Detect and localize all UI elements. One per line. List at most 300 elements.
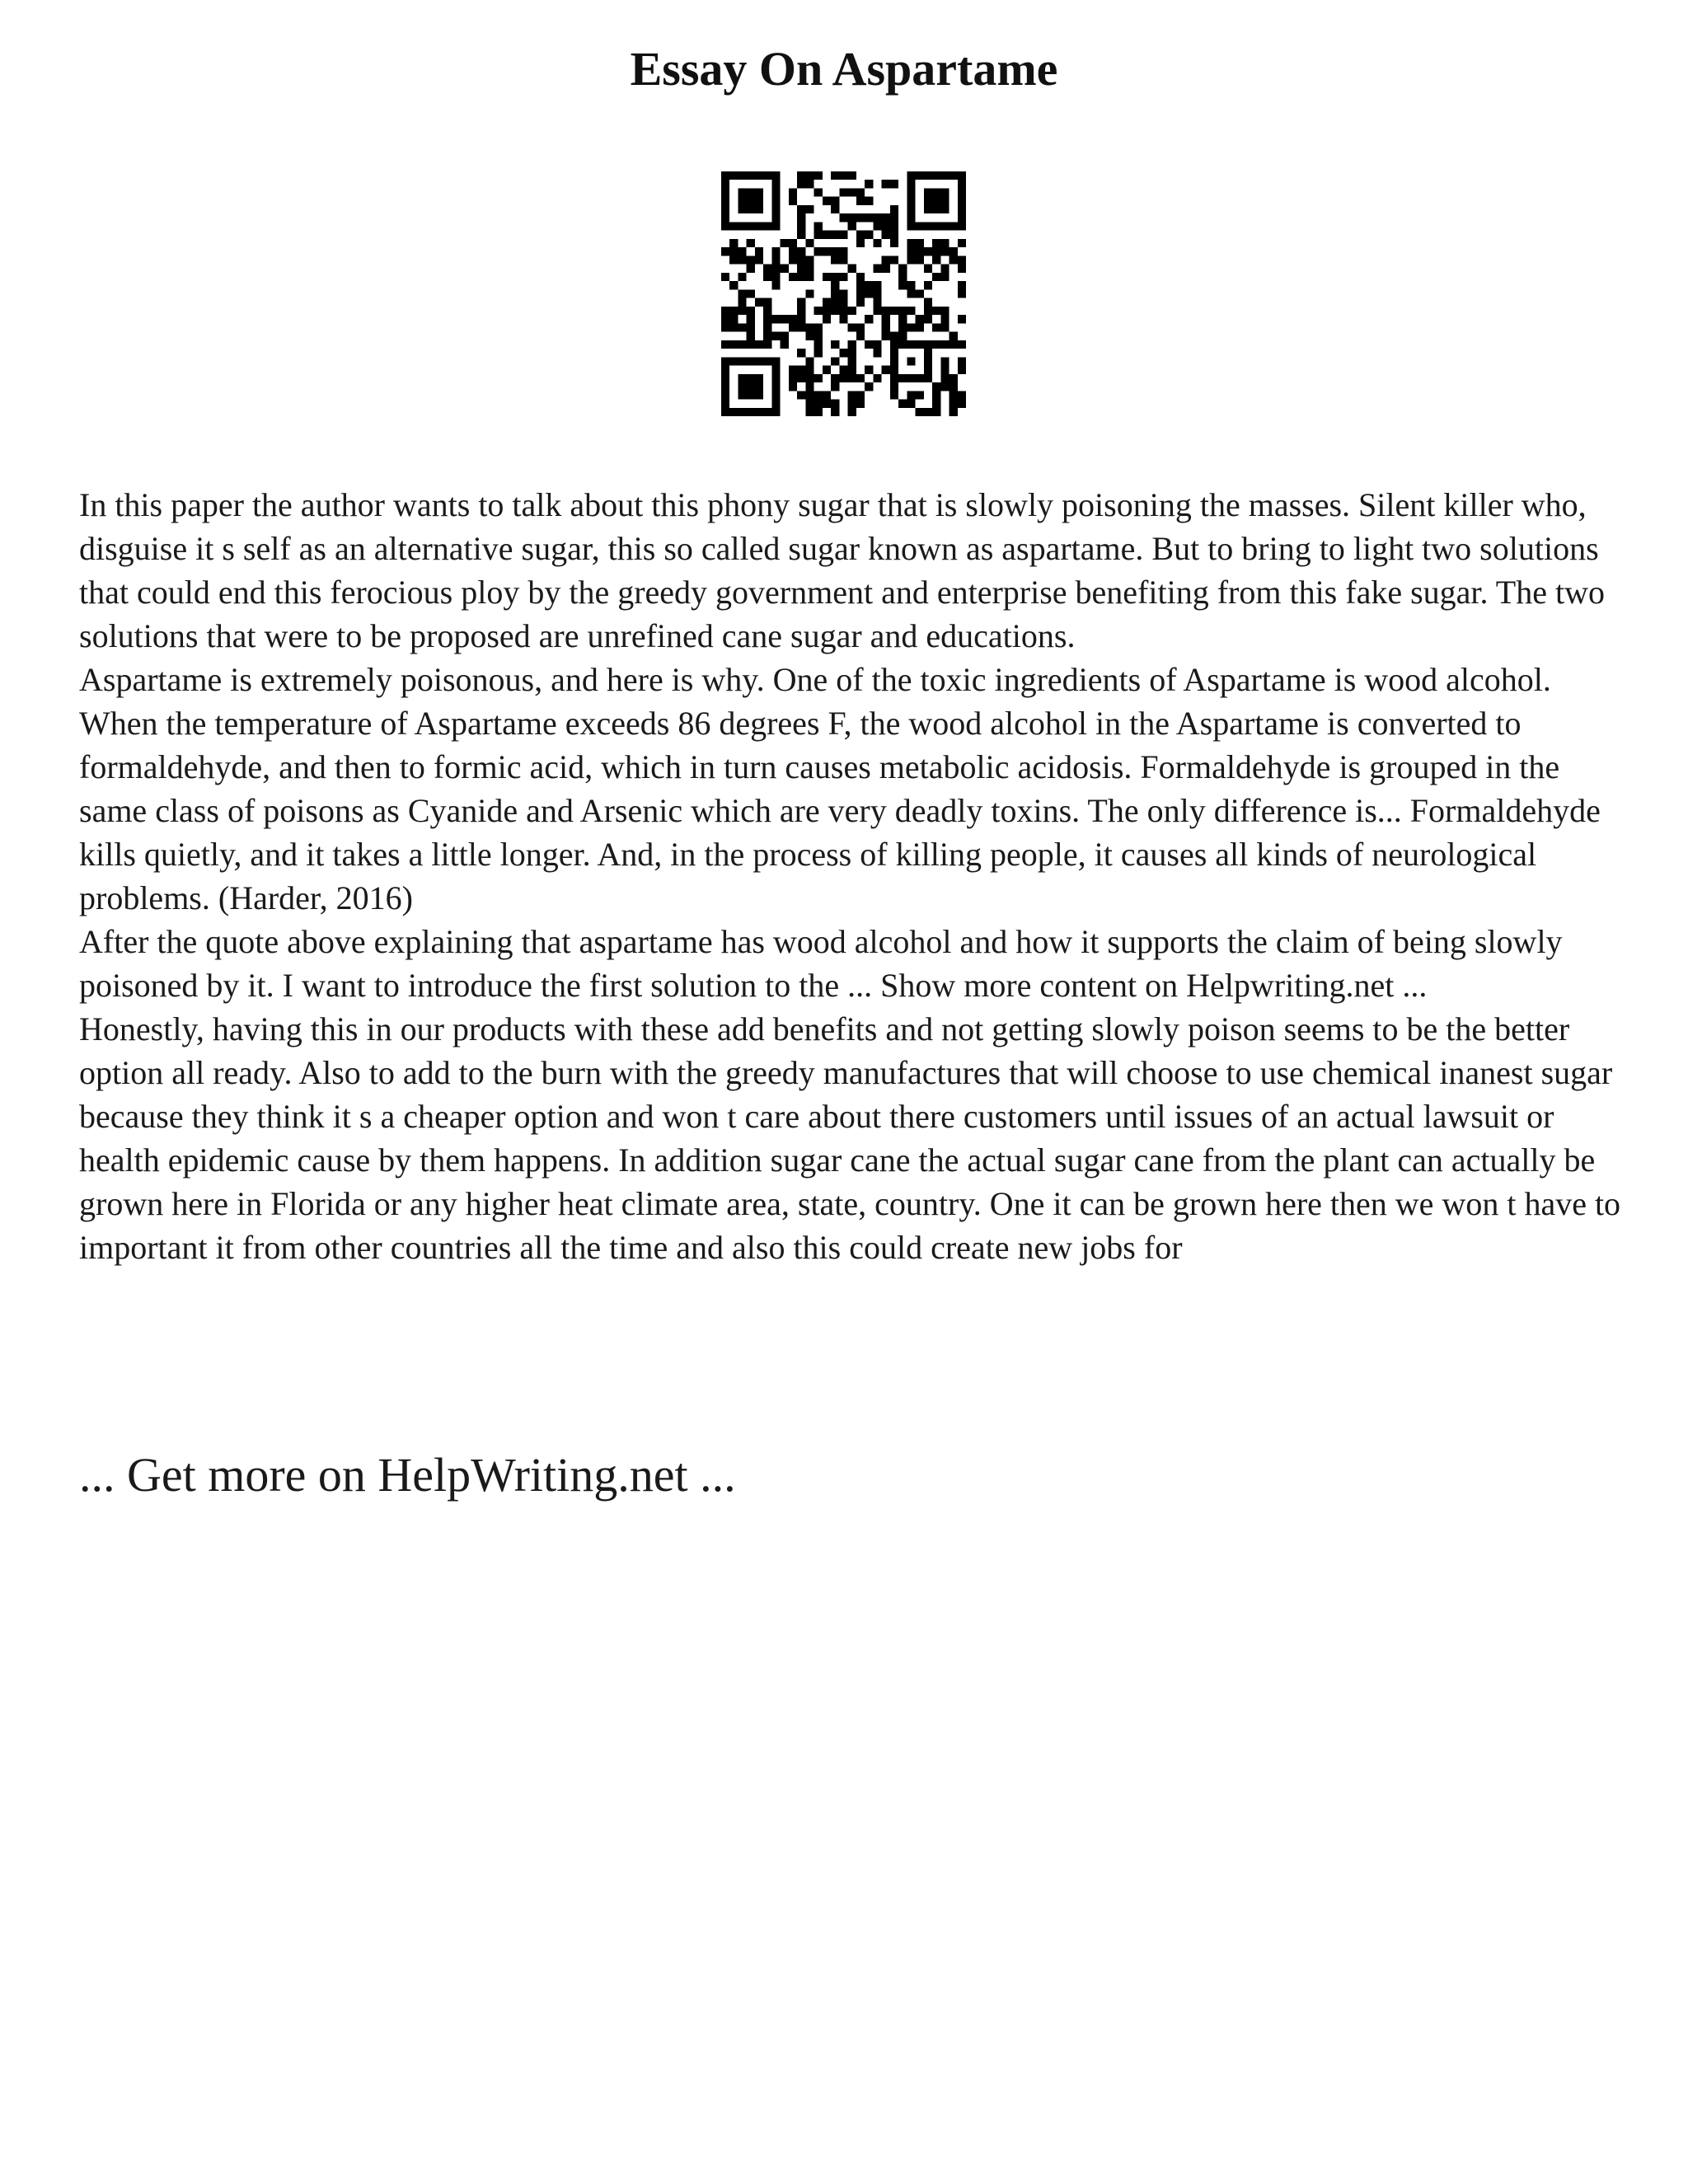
qr-module xyxy=(823,366,831,374)
qr-module xyxy=(856,332,865,340)
qr-module xyxy=(831,340,839,349)
qr-module xyxy=(950,171,958,180)
qr-module xyxy=(924,315,932,323)
qr-module xyxy=(771,357,780,365)
qr-module xyxy=(738,273,746,281)
qr-module xyxy=(755,382,763,391)
qr-module xyxy=(958,255,966,264)
qr-module xyxy=(916,171,924,180)
qr-module xyxy=(882,255,890,264)
essay-paragraph: Aspartame is extremely poisonous, and here is why. One of the toxic ingredients of Aspartame is wood alcohol. When the temperature of Aspartame exceeds 86 degrees F, the wood alcohol in the Aspartame is converted to formaldehyde, and then to formic acid, which in turn causes metabolic acidosis. Formaldehyde is grouped in the same class of poisons as Cyanide and Arsenic which are very deadly toxins. The only difference is... Formaldehyde kills quietly, and it takes a little longer. And, in the process of killing people, it causes all kinds of neurological problems. (Harder, 2016) xyxy=(79,661,1601,916)
qr-module xyxy=(814,222,823,230)
qr-module xyxy=(916,289,924,298)
page-title: Essay On Aspartame xyxy=(630,42,1058,96)
qr-module xyxy=(814,349,823,357)
qr-module xyxy=(738,298,746,307)
qr-module xyxy=(831,289,839,298)
qr-module xyxy=(958,205,966,213)
qr-module xyxy=(755,374,763,382)
qr-module xyxy=(771,222,780,230)
qr-module xyxy=(738,307,746,315)
qr-module xyxy=(856,374,865,382)
qr-module xyxy=(924,247,932,255)
qr-module xyxy=(882,231,890,239)
qr-module xyxy=(890,213,898,222)
qr-module xyxy=(882,180,890,188)
qr-module xyxy=(873,298,881,307)
qr-module xyxy=(771,171,780,180)
qr-module xyxy=(907,205,915,213)
essay-paragraph: In this paper the author wants to talk about this phony sugar that is slowly poisoning the masses. Silent killer who, disguise it s self as an alternative sugar, this so called sugar known as aspartame. But to bring to light two solutions that could end this ferocious ploy by the greedy government and enterprise benefiting from this fake sugar. The two solutions that were to be proposed are unrefined cane sugar and educations. xyxy=(79,486,1605,654)
qr-module xyxy=(890,357,898,365)
qr-module xyxy=(771,180,780,188)
qr-module xyxy=(924,281,932,289)
qr-module xyxy=(958,197,966,205)
qr-code-icon xyxy=(721,171,966,416)
qr-module xyxy=(823,307,831,315)
qr-module xyxy=(831,374,839,382)
qr-module xyxy=(856,323,865,331)
qr-module xyxy=(848,374,856,382)
qr-module xyxy=(831,400,839,408)
qr-module xyxy=(738,188,746,196)
qr-module xyxy=(771,408,780,416)
qr-module xyxy=(738,323,746,331)
qr-module xyxy=(907,289,915,298)
qr-module xyxy=(890,382,898,391)
qr-module xyxy=(898,400,907,408)
qr-module xyxy=(747,382,755,391)
qr-module xyxy=(738,255,746,264)
qr-module xyxy=(721,340,729,349)
qr-module xyxy=(848,391,856,399)
qr-module xyxy=(924,340,932,349)
qr-module xyxy=(805,374,814,382)
qr-module xyxy=(932,408,940,416)
qr-module xyxy=(916,247,924,255)
qr-module xyxy=(831,382,839,391)
qr-module xyxy=(771,265,780,273)
qr-module xyxy=(781,332,789,340)
qr-module xyxy=(958,222,966,230)
qr-module xyxy=(755,340,763,349)
qr-module xyxy=(932,340,940,349)
qr-module xyxy=(797,171,805,180)
qr-module xyxy=(789,273,797,281)
qr-module xyxy=(797,315,805,323)
qr-module xyxy=(873,349,881,357)
qr-module xyxy=(721,213,729,222)
qr-module xyxy=(831,231,839,239)
qr-module xyxy=(729,357,738,365)
qr-module xyxy=(950,332,958,340)
qr-module xyxy=(890,374,898,382)
qr-module xyxy=(856,213,865,222)
qr-module xyxy=(932,400,940,408)
qr-module xyxy=(898,265,907,273)
qr-module xyxy=(721,315,729,323)
qr-module xyxy=(797,247,805,255)
qr-module xyxy=(898,332,907,340)
qr-module xyxy=(771,205,780,213)
qr-module xyxy=(907,188,915,196)
qr-module xyxy=(958,357,966,365)
qr-module xyxy=(848,323,856,331)
qr-module xyxy=(789,366,797,374)
qr-code-image xyxy=(721,171,966,416)
qr-module xyxy=(958,340,966,349)
qr-module xyxy=(940,357,949,365)
qr-module xyxy=(848,349,856,357)
qr-module xyxy=(839,188,847,196)
qr-module xyxy=(738,289,746,298)
qr-module xyxy=(831,307,839,315)
qr-module xyxy=(856,400,865,408)
qr-module xyxy=(747,289,755,298)
qr-module xyxy=(805,255,814,264)
qr-module xyxy=(763,298,771,307)
qr-module xyxy=(771,197,780,205)
qr-module xyxy=(907,171,915,180)
qr-module xyxy=(755,391,763,399)
qr-module xyxy=(729,340,738,349)
qr-module xyxy=(747,323,755,331)
qr-module xyxy=(831,247,839,255)
qr-module xyxy=(873,222,881,230)
get-more-link[interactable]: ... Get more on HelpWriting.net ... xyxy=(79,1448,736,1502)
qr-module xyxy=(789,239,797,247)
qr-module xyxy=(924,357,932,365)
qr-module xyxy=(924,197,932,205)
qr-module xyxy=(814,323,823,331)
qr-module xyxy=(755,222,763,230)
qr-module xyxy=(831,357,839,365)
qr-module xyxy=(907,180,915,188)
qr-module xyxy=(831,197,839,205)
qr-module xyxy=(763,332,771,340)
qr-module xyxy=(797,374,805,382)
qr-module xyxy=(856,391,865,399)
qr-module xyxy=(738,171,746,180)
qr-module xyxy=(738,197,746,205)
qr-module xyxy=(738,374,746,382)
qr-module xyxy=(721,197,729,205)
qr-module xyxy=(856,298,865,307)
qr-module xyxy=(763,307,771,315)
qr-module xyxy=(839,289,847,298)
qr-module xyxy=(755,357,763,365)
qr-module xyxy=(789,247,797,255)
qr-module xyxy=(721,222,729,230)
qr-module xyxy=(873,374,881,382)
qr-module xyxy=(823,231,831,239)
qr-module xyxy=(958,281,966,289)
qr-module xyxy=(882,315,890,323)
qr-module xyxy=(763,408,771,416)
qr-module xyxy=(890,391,898,399)
qr-module xyxy=(781,239,789,247)
qr-module xyxy=(856,239,865,247)
essay-paragraph: After the quote above explaining that aspartame has wood alcohol and how it supports the claim of being slowly poisoned by it. I want to introduce the first solution to the ... Show more content on Helpwriting.net ... xyxy=(79,923,1563,1004)
qr-module xyxy=(839,374,847,382)
qr-module xyxy=(755,205,763,213)
qr-module xyxy=(797,273,805,281)
qr-module xyxy=(823,197,831,205)
qr-module xyxy=(916,323,924,331)
qr-module xyxy=(747,197,755,205)
qr-module xyxy=(898,273,907,281)
qr-module xyxy=(831,281,839,289)
qr-module xyxy=(805,366,814,374)
qr-module xyxy=(755,247,763,255)
qr-module xyxy=(882,323,890,331)
qr-module xyxy=(805,408,814,416)
qr-module xyxy=(907,255,915,264)
qr-module xyxy=(865,289,873,298)
qr-module xyxy=(814,307,823,315)
qr-module xyxy=(932,222,940,230)
qr-module xyxy=(950,400,958,408)
qr-module xyxy=(747,265,755,273)
qr-module xyxy=(873,340,881,349)
qr-module xyxy=(781,265,789,273)
qr-module xyxy=(924,171,932,180)
qr-module xyxy=(958,289,966,298)
qr-module xyxy=(721,273,729,281)
qr-module xyxy=(781,340,789,349)
qr-module xyxy=(763,323,771,331)
qr-module xyxy=(805,239,814,247)
qr-module xyxy=(738,391,746,399)
qr-module xyxy=(907,374,915,382)
qr-module xyxy=(763,265,771,273)
qr-module xyxy=(865,340,873,349)
qr-module xyxy=(729,239,738,247)
qr-module xyxy=(932,382,940,391)
qr-module xyxy=(771,366,780,374)
qr-module xyxy=(932,391,940,399)
qr-module xyxy=(797,323,805,331)
qr-module xyxy=(721,357,729,365)
qr-module xyxy=(940,374,949,382)
qr-module xyxy=(924,366,932,374)
qr-module xyxy=(932,188,940,196)
qr-module xyxy=(940,197,949,205)
qr-module xyxy=(873,265,881,273)
qr-module xyxy=(755,171,763,180)
qr-module xyxy=(940,340,949,349)
qr-module xyxy=(907,239,915,247)
qr-module xyxy=(848,307,856,315)
qr-module xyxy=(958,391,966,399)
qr-module xyxy=(890,239,898,247)
qr-module xyxy=(747,357,755,365)
essay-body xyxy=(79,483,1629,1269)
qr-module xyxy=(916,239,924,247)
qr-module xyxy=(865,315,873,323)
qr-module xyxy=(865,231,873,239)
qr-module xyxy=(898,315,907,323)
qr-module xyxy=(805,180,814,188)
qr-module xyxy=(721,188,729,196)
qr-module xyxy=(856,281,865,289)
qr-module xyxy=(797,255,805,264)
qr-module xyxy=(814,231,823,239)
qr-module xyxy=(958,213,966,222)
qr-module xyxy=(907,307,915,315)
qr-module xyxy=(771,374,780,382)
qr-module xyxy=(771,273,780,281)
qr-module xyxy=(805,323,814,331)
qr-module xyxy=(898,340,907,349)
qr-module xyxy=(747,340,755,349)
qr-module xyxy=(797,349,805,357)
qr-module xyxy=(771,188,780,196)
qr-module xyxy=(932,239,940,247)
qr-module xyxy=(940,239,949,247)
qr-module xyxy=(763,357,771,365)
qr-module xyxy=(721,400,729,408)
qr-module xyxy=(890,340,898,349)
qr-module xyxy=(763,315,771,323)
qr-module xyxy=(721,323,729,331)
qr-module xyxy=(890,307,898,315)
qr-module xyxy=(932,255,940,264)
qr-module xyxy=(839,273,847,281)
qr-module xyxy=(755,408,763,416)
qr-module xyxy=(805,265,814,273)
qr-module xyxy=(958,180,966,188)
qr-module xyxy=(924,349,932,357)
qr-module xyxy=(839,366,847,374)
qr-module xyxy=(856,289,865,298)
qr-module xyxy=(907,400,915,408)
qr-module xyxy=(924,298,932,307)
qr-module xyxy=(898,323,907,331)
qr-module xyxy=(865,197,873,205)
qr-module xyxy=(738,408,746,416)
qr-module xyxy=(831,205,839,213)
qr-module xyxy=(848,265,856,273)
qr-module xyxy=(865,382,873,391)
qr-module xyxy=(729,255,738,264)
qr-module xyxy=(950,374,958,382)
qr-module xyxy=(907,197,915,205)
qr-module xyxy=(856,188,865,196)
qr-module xyxy=(797,205,805,213)
qr-module xyxy=(797,180,805,188)
qr-module xyxy=(856,197,865,205)
qr-module xyxy=(907,222,915,230)
qr-module xyxy=(738,222,746,230)
qr-module xyxy=(814,374,823,382)
qr-module xyxy=(797,366,805,374)
qr-module xyxy=(907,247,915,255)
qr-module xyxy=(950,255,958,264)
qr-module xyxy=(823,298,831,307)
qr-module xyxy=(729,171,738,180)
qr-module xyxy=(823,247,831,255)
qr-module xyxy=(789,315,797,323)
qr-module xyxy=(738,382,746,391)
qr-module xyxy=(747,255,755,264)
qr-module xyxy=(848,357,856,365)
qr-module xyxy=(839,247,847,255)
qr-module xyxy=(831,171,839,180)
qr-module xyxy=(771,281,780,289)
qr-module xyxy=(940,382,949,391)
qr-module xyxy=(805,332,814,340)
qr-module xyxy=(932,273,940,281)
qr-module xyxy=(882,265,890,273)
qr-module xyxy=(940,323,949,331)
qr-module xyxy=(814,400,823,408)
qr-module xyxy=(924,222,932,230)
qr-module xyxy=(890,205,898,213)
qr-module xyxy=(882,332,890,340)
qr-module xyxy=(865,366,873,374)
qr-module xyxy=(932,197,940,205)
qr-module xyxy=(771,332,780,340)
qr-module xyxy=(856,231,865,239)
qr-module xyxy=(848,408,856,416)
qr-module xyxy=(848,188,856,196)
qr-module xyxy=(747,171,755,180)
qr-module xyxy=(873,213,881,222)
qr-module xyxy=(771,400,780,408)
qr-module xyxy=(721,247,729,255)
qr-module xyxy=(805,391,814,399)
qr-module xyxy=(848,222,856,230)
qr-module xyxy=(747,205,755,213)
qr-module xyxy=(865,213,873,222)
qr-module xyxy=(771,255,780,264)
qr-module xyxy=(729,222,738,230)
qr-module xyxy=(958,171,966,180)
qr-module xyxy=(865,281,873,289)
qr-module xyxy=(882,366,890,374)
qr-module xyxy=(747,374,755,382)
qr-module xyxy=(848,366,856,374)
qr-module xyxy=(950,340,958,349)
qr-module xyxy=(940,222,949,230)
qr-module xyxy=(873,281,881,289)
qr-module xyxy=(789,323,797,331)
qr-module xyxy=(940,205,949,213)
qr-module xyxy=(907,340,915,349)
qr-module xyxy=(721,180,729,188)
qr-module xyxy=(848,171,856,180)
qr-module xyxy=(755,255,763,264)
qr-module xyxy=(747,239,755,247)
qr-module xyxy=(839,315,847,323)
qr-module xyxy=(781,315,789,323)
qr-module xyxy=(932,247,940,255)
qr-module xyxy=(940,273,949,281)
qr-module xyxy=(932,205,940,213)
qr-module xyxy=(950,391,958,399)
qr-module xyxy=(771,247,780,255)
qr-module xyxy=(882,222,890,230)
qr-module xyxy=(924,188,932,196)
qr-module xyxy=(898,307,907,315)
qr-module xyxy=(916,340,924,349)
qr-module xyxy=(916,408,924,416)
qr-module xyxy=(831,408,839,416)
qr-module xyxy=(738,357,746,365)
qr-module xyxy=(721,382,729,391)
qr-module xyxy=(823,400,831,408)
